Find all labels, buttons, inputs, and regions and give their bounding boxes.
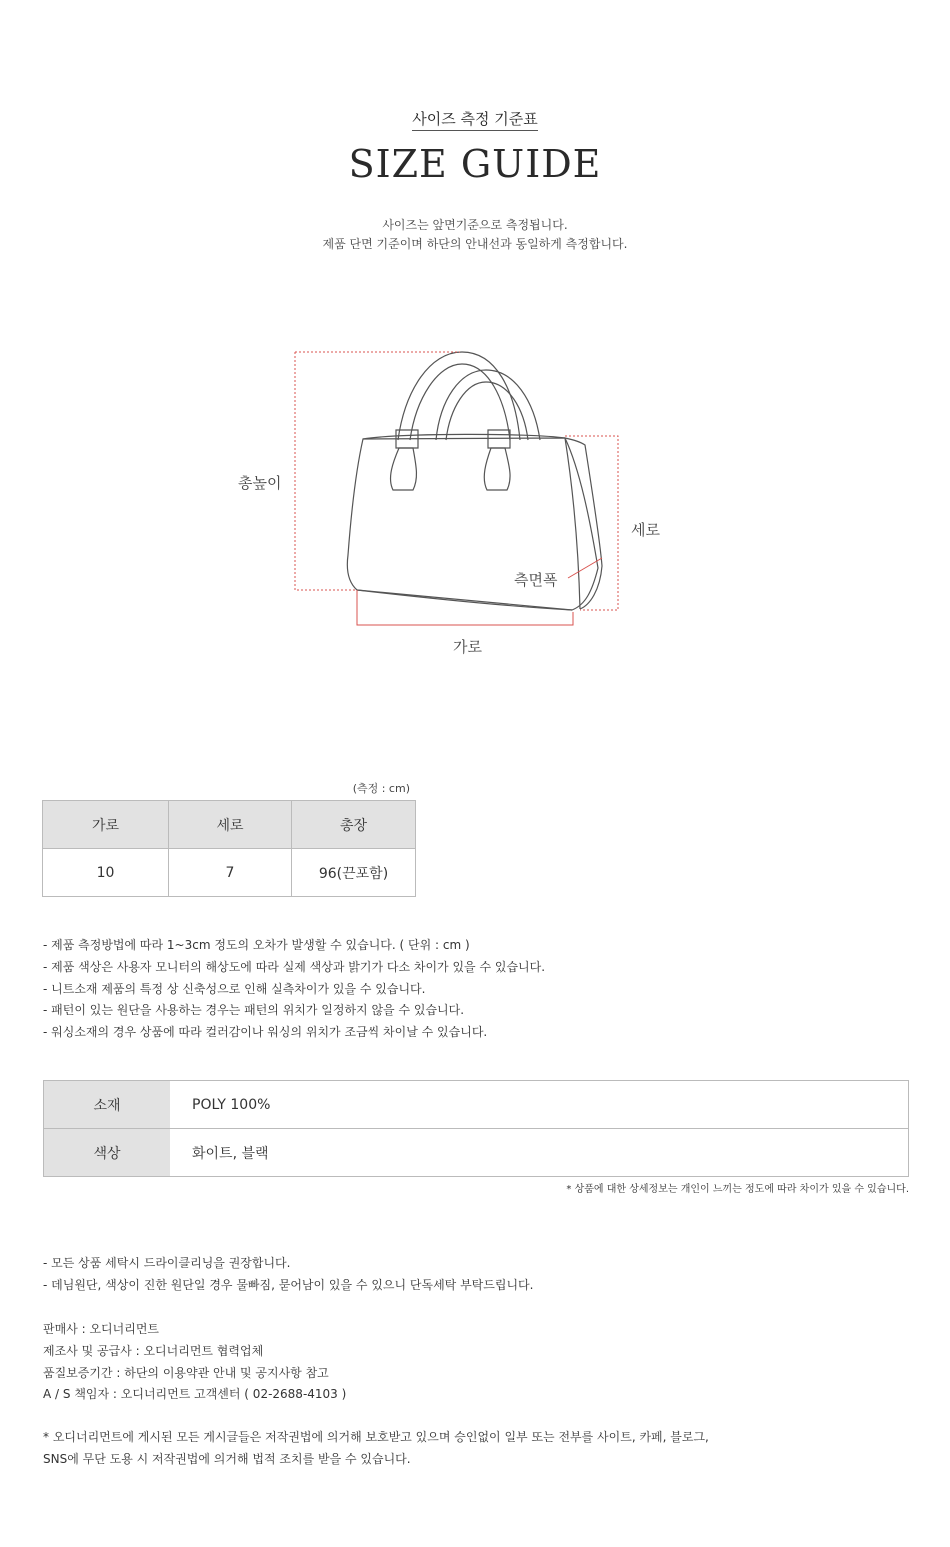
spec-disclaimer: * 상품에 대한 상세정보는 개인이 느끼는 정도에 따라 차이가 있을 수 있습니다. [566, 1184, 909, 1195]
seller-line: 제조사 및 공급사 : 오디너리먼트 협력업체 [43, 1343, 264, 1358]
size-value-width: 10 [43, 849, 169, 897]
size-table-header-row [43, 801, 416, 849]
care-notes [43, 1253, 533, 1297]
seller-info [43, 1319, 346, 1406]
label-side-width: 측면폭 [514, 571, 558, 589]
seller-line: A / S 책임자 : 오디너리먼트 고객센터 ( 02-2688-4103 ) [43, 1387, 347, 1402]
label-vertical: 세로 [631, 521, 660, 539]
care-item: - 데님원단, 색상이 진한 원단일 경우 물빠짐, 묻어남이 있을 수 있으니 단독세탁 부탁드립니다. [43, 1277, 534, 1292]
copyright-line: * 오디너리먼트에 게시된 모든 게시글들은 저작권법에 의거해 보호받고 있으며 승인없이 일부 또는 전부를 사이트, 카페, 블로그, [43, 1430, 709, 1444]
page-title-korean: 사이즈 측정 기준표 [0, 108, 950, 129]
seller-line: 판매사 : 오디너리먼트 [43, 1322, 160, 1336]
note-item: - 제품 색상은 사용자 모니터의 해상도에 따라 실제 색상과 밝기가 다소 차이가 있을 수 있습니다. [43, 959, 546, 974]
size-header-width: 가로 [43, 801, 169, 849]
measurement-notes [43, 935, 545, 1044]
copyright-line: SNS에 무단 도용 시 저작권법에 의거해 법적 조치를 받을 수 있습니다. [43, 1451, 411, 1466]
label-total-height: 총높이 [238, 474, 282, 492]
description-line-2: 제품 단면 기준이며 하단의 안내선과 동일하게 측정합니다. [322, 237, 628, 251]
spec-row-color [44, 1129, 909, 1177]
spec-key: 소재 [44, 1081, 171, 1129]
copyright-notice [43, 1427, 709, 1471]
spec-value: 화이트, 블랙 [170, 1129, 909, 1177]
note-item: - 패턴이 있는 원단을 사용하는 경우는 패턴의 위치가 일정하지 않을 수 있습니다. [43, 1003, 465, 1018]
size-header-vertical: 세로 [169, 801, 292, 849]
seller-line: 품질보증기간 : 하단의 이용약관 안내 및 공지사항 참고 [43, 1365, 329, 1380]
care-item: - 모든 상품 세탁시 드라이클리닝을 권장합니다. [43, 1256, 291, 1270]
size-table-row [43, 849, 416, 897]
bag-measurement-diagram [0, 330, 950, 640]
size-header-length: 총장 [292, 801, 416, 849]
unit-label: (측정 : cm) [352, 782, 410, 795]
page-title-english: SIZE GUIDE [348, 142, 602, 186]
note-item: - 제품 측정방법에 따라 1~3cm 정도의 오차가 발생할 수 있습니다. ( 단위 : cm ) [43, 938, 470, 952]
bag-illustration [347, 352, 602, 610]
description-line-1: 사이즈는 앞면기준으로 측정됩니다. [382, 218, 568, 232]
size-value-length: 96(끈포함) [292, 849, 416, 897]
note-item: - 워싱소재의 경우 상품에 따라 컬러감이나 워싱의 위치가 조금씩 차이날 수 있습니다. [43, 1025, 488, 1040]
spec-key: 색상 [44, 1129, 171, 1177]
size-value-vertical: 7 [169, 849, 292, 897]
spec-table [43, 1080, 909, 1177]
size-table [42, 800, 416, 897]
spec-value: POLY 100% [170, 1081, 909, 1129]
spec-row-material [44, 1081, 909, 1129]
label-width: 가로 [453, 638, 482, 656]
note-item: - 니트소재 제품의 특정 상 신축성으로 인해 실측차이가 있을 수 있습니다. [43, 981, 426, 996]
